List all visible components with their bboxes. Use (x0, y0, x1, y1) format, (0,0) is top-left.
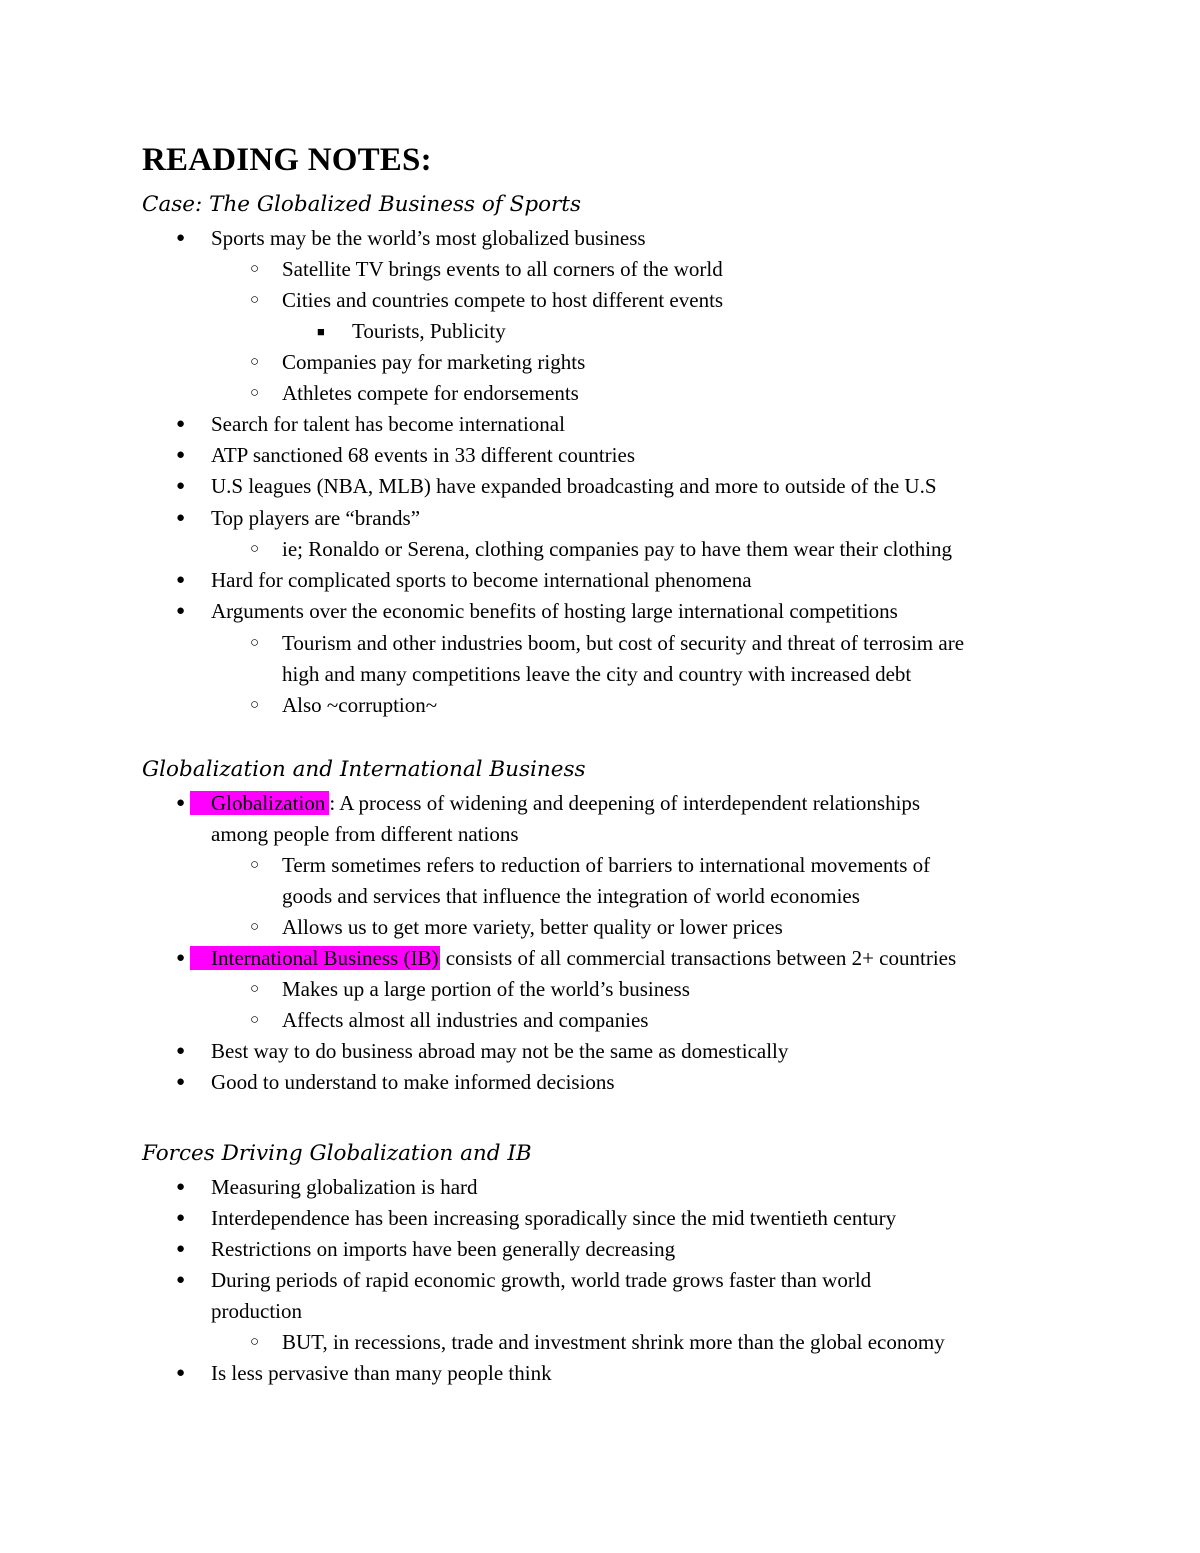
square-bullet-icon: ■ (317, 324, 325, 339)
section-heading-sports: Case: The Globalized Business of Sports (142, 192, 581, 217)
bullet-icon: ● (176, 1043, 186, 1059)
bullet-icon: ● (176, 1365, 186, 1381)
list-item: Tourism and other industries boom, but cost of security and threat of terrosim are (282, 631, 965, 655)
bullet-icon: ● (176, 1179, 186, 1195)
circle-bullet-icon: ○ (250, 354, 260, 370)
list-item: Best way to do business abroad may not be the same as domestically (211, 1039, 789, 1063)
list-item: Also ~corruption~ (282, 693, 438, 717)
list-item: Restrictions on imports have been generally decreasing (211, 1237, 676, 1261)
circle-bullet-icon: ○ (250, 635, 260, 651)
list-item-continuation: goods and services that influence the integration of world economies (282, 884, 860, 908)
list-item: Tourists, Publicity (352, 319, 506, 343)
circle-bullet-icon: ○ (250, 1334, 260, 1350)
list-item (190, 788, 920, 819)
list-item-continuation: high and many competitions leave the city and country with increased debt (282, 662, 912, 686)
circle-bullet-icon: ○ (250, 1012, 260, 1028)
list-item: Satellite TV brings events to all corners of the world (282, 257, 723, 281)
list-item: Makes up a large portion of the world’s business (282, 977, 690, 1001)
bullet-icon: ● (176, 1210, 186, 1226)
circle-bullet-icon: ○ (250, 857, 260, 873)
highlighted-term: Globalization (190, 791, 329, 815)
bullet-icon: ● (176, 1272, 186, 1288)
circle-bullet-icon: ○ (250, 697, 260, 713)
section-heading-forces: Forces Driving Globalization and IB (142, 1141, 532, 1166)
bullet-icon: ● (176, 447, 186, 463)
list-item: Sports may be the world’s most globalized business (211, 226, 646, 250)
list-item: Allows us to get more variety, better quality or lower prices (282, 915, 783, 939)
list-item-continuation: among people from different nations (211, 822, 519, 846)
list-item: ie; Ronaldo or Serena, clothing companies pay to have them wear their clothing (282, 537, 953, 561)
list-item: Term sometimes refers to reduction of barriers to international movements of (282, 853, 931, 877)
bullet-icon: ● (176, 1074, 186, 1090)
list-item: BUT, in recessions, trade and investment shrink more than the global economy (282, 1330, 945, 1354)
bullet-icon: ● (176, 510, 186, 526)
list-item: Cities and countries compete to host different events (282, 288, 724, 312)
list-item: During periods of rapid economic growth, world trade grows faster than world (211, 1268, 872, 1292)
bullet-icon: ● (176, 230, 186, 246)
circle-bullet-icon: ○ (250, 385, 260, 401)
list-item: Hard for complicated sports to become international phenomena (211, 568, 752, 592)
bullet-icon: ● (176, 603, 186, 619)
circle-bullet-icon: ○ (250, 981, 260, 997)
list-item: Affects almost all industries and companies (282, 1008, 649, 1032)
list-item: Companies pay for marketing rights (282, 350, 586, 374)
highlighted-term: International Business (IB) (190, 946, 440, 970)
circle-bullet-icon: ○ (250, 541, 260, 557)
list-item: Search for talent has become international (211, 412, 565, 436)
bullet-icon: ● (176, 950, 186, 966)
list-item: Top players are “brands” (211, 506, 421, 530)
list-item: Is less pervasive than many people think (211, 1361, 552, 1385)
list-item-continuation: production (211, 1299, 302, 1323)
circle-bullet-icon: ○ (250, 919, 260, 935)
bullet-icon: ● (176, 1241, 186, 1257)
section-heading-globalization: Globalization and International Business (142, 757, 586, 782)
definition-text: : A process of widening and deepening of interdependent relationships (329, 791, 921, 815)
circle-bullet-icon: ○ (250, 261, 260, 277)
list-item: Good to understand to make informed decisions (211, 1070, 615, 1094)
list-item: ATP sanctioned 68 events in 33 different countries (211, 443, 635, 467)
bullet-icon: ● (176, 478, 186, 494)
list-item: Measuring globalization is hard (211, 1175, 478, 1199)
list-item: Arguments over the economic benefits of hosting large international competitions (211, 599, 898, 623)
circle-bullet-icon: ○ (250, 292, 260, 308)
definition-text: consists of all commercial transactions between 2+ countries (440, 946, 957, 970)
bullet-icon: ● (176, 416, 186, 432)
bullet-icon: ● (176, 795, 186, 811)
list-item: Interdependence has been increasing sporadically since the mid twentieth century (211, 1206, 897, 1230)
document-title: READING NOTES: (142, 142, 432, 178)
list-item (190, 943, 956, 974)
list-item: U.S leagues (NBA, MLB) have expanded broadcasting and more to outside of the U.S (211, 474, 937, 498)
bullet-icon: ● (176, 572, 186, 588)
list-item: Athletes compete for endorsements (282, 381, 579, 405)
